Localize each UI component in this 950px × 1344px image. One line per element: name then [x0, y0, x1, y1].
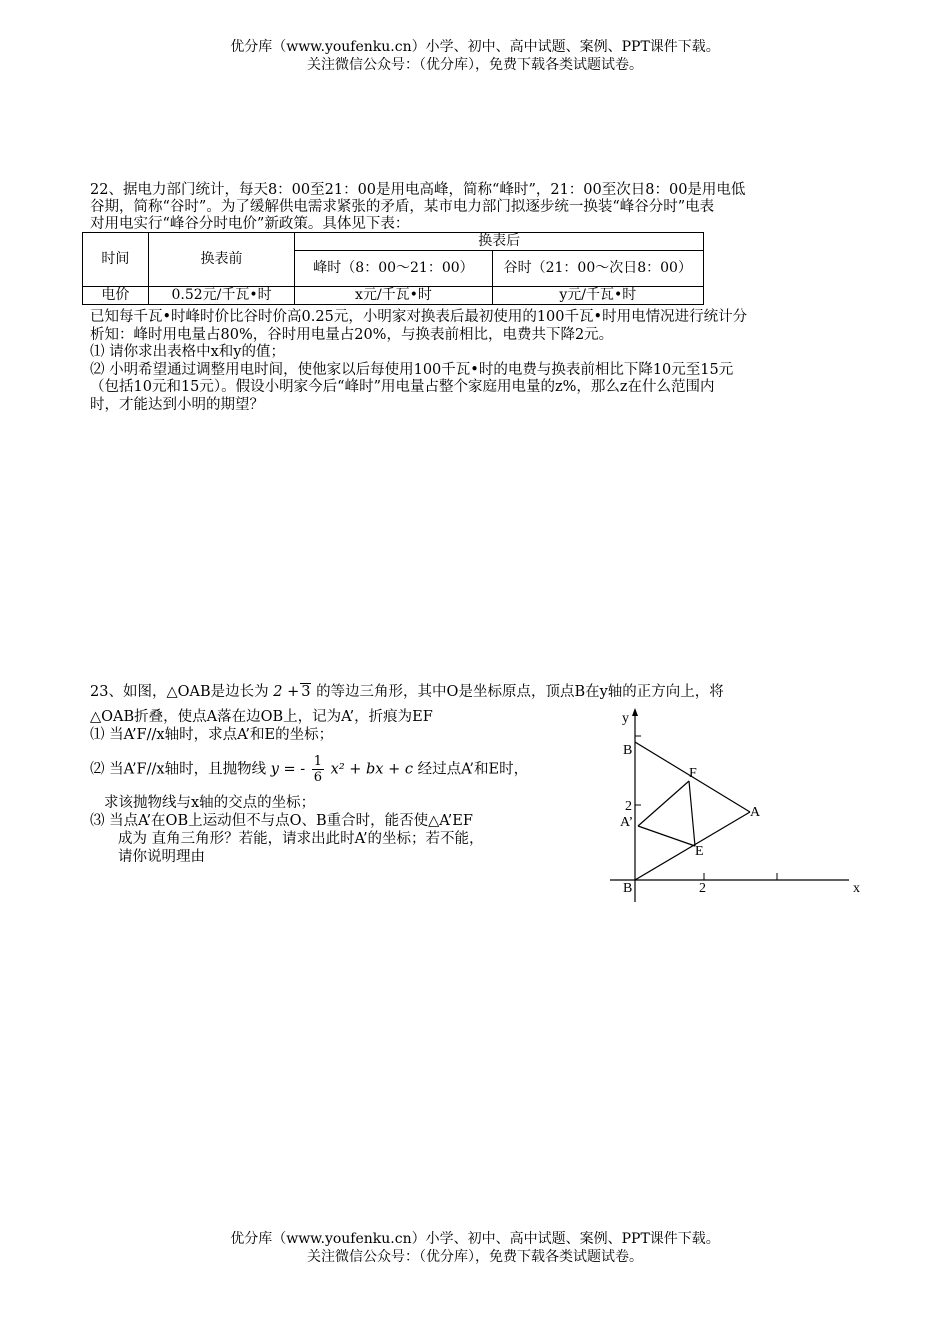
q22-body-line-2: 析知：峰时用电量占80%，谷时用电量占20%，与换表前相比，电费共下降2元。: [90, 326, 614, 343]
fraction-one-sixth: $\frac{1}{6}$: [313, 754, 323, 785]
label-A-prime: A’: [620, 815, 634, 830]
label-B-top: B: [623, 743, 633, 758]
q23-side-expression: 2 +: [273, 684, 300, 700]
edge-A-prime-F: [638, 781, 689, 826]
table-header-after: 换表后: [295, 233, 704, 251]
label-A: A: [750, 805, 761, 820]
q22-intro-line-2: 谷期，简称“谷时”。为了缓解供电需求紧张的矛盾，某市电力部门拟逐步统一换装“峰谷分时”电表: [90, 199, 715, 215]
q22-part-1: ⑴ 请你求出表格中x和y的值；: [90, 344, 285, 360]
header-line-1: 优分库（www.youfenku.cn）小学、初中、高中试题、案例、PPT课件下载。: [230, 39, 720, 55]
table-header-valley: 谷时（21：00～次日8：00）: [492, 251, 703, 287]
q23-part-1: ⑴ 当A’F//x轴时，求点A’和E的坐标；: [90, 727, 334, 743]
q23-part-2-line-2: 求该抛物线与x轴的交点的坐标；: [104, 795, 316, 811]
q22-body: [90, 309, 860, 414]
q23-part-3-line-1: ⑶ 当点A’在OB上运动但不与点O、B重合时，能否使△A’EF: [90, 813, 473, 829]
q23-part-2: ⑵ 当A’F//x轴时，且抛物线 y = - $\frac{1}{6}$ x² + bx + c 经过点A’和E时，: [90, 754, 529, 785]
page-footer: [0, 1230, 950, 1266]
edge-A-prime-E: [638, 826, 695, 846]
table-cell-price-before: 0.52元/千瓦•时: [148, 287, 295, 305]
label-x: x: [853, 881, 860, 896]
price-table: [82, 232, 704, 305]
label-tick-x-2: 2: [699, 881, 706, 896]
header-line-2: 关注微信公众号：（优分库），免费下载各类试题试卷。: [307, 57, 643, 73]
footer-line-1: 优分库（www.youfenku.cn）小学、初中、高中试题、案例、PPT课件下载。: [230, 1231, 720, 1247]
q22-intro: [90, 182, 860, 233]
coordinate-figure: [605, 706, 865, 902]
label-F: F: [689, 766, 697, 781]
q22-body-line-1: 已知每千瓦•时峰时价比谷时价高0.25元，小明家对换表后最初使用的100千瓦•时用电情况进行统计分: [90, 309, 748, 325]
page-header: [0, 38, 950, 74]
q22-intro-line-3: 对用电实行“峰谷分时电价”新政策。具体见下表：: [90, 216, 410, 232]
q23-line-2: △OAB折叠，使点A落在边OB上，记为A’，折痕为EF: [90, 709, 433, 725]
q23-part-3-line-3: 请你说明理由: [118, 849, 205, 865]
table-header-before: 换表前: [148, 233, 295, 287]
table-header-time: 时间: [83, 233, 149, 287]
y-axis-arrow: [632, 708, 638, 716]
q22-part-2-line-3: 时，才能达到小明的期望？: [90, 396, 264, 413]
q22-part-2-line-2: （包括10元和15元）。假设小明家今后“峰时”用电量占整个家庭用电量的z%，那么z在什么范围内: [90, 379, 715, 395]
q23-line-1: 23、如图，△OAB是边长为 2 + 3 的等边三角形，其中O是坐标原点，顶点B在y轴的正方向上，将: [90, 684, 724, 700]
q22-intro-line-1: 22、据电力部门统计，每天8：00至21：00是用电高峰，简称“峰时”，21：00至次日8：00是用电低: [90, 182, 746, 198]
footer-line-2: 关注微信公众号：（优分库），免费下载各类试题试卷。: [307, 1249, 643, 1265]
label-E: E: [695, 844, 704, 859]
table-cell-price-valley: y元/千瓦•时: [492, 287, 703, 305]
table-header-peak: 峰时（8：00～21：00）: [295, 251, 492, 287]
label-B-origin: B: [623, 881, 633, 896]
label-tick-y-2: 2: [625, 799, 632, 814]
table-row-label: 电价: [83, 287, 149, 305]
table-cell-price-peak: x元/千瓦•时: [295, 287, 492, 305]
q23-part-3-line-2: 成为 直角三角形？若能，请求出此时A’的坐标；若不能，: [118, 831, 484, 847]
crease-EF: [689, 781, 695, 846]
q22-part-2-line-1: ⑵ 小明希望通过调整用电时间，使他家以后每使用100千瓦•时的电费与换表前相比下降10元至15元: [90, 361, 734, 378]
label-y: y: [622, 711, 629, 726]
sqrt-symbol: 3: [301, 684, 311, 700]
